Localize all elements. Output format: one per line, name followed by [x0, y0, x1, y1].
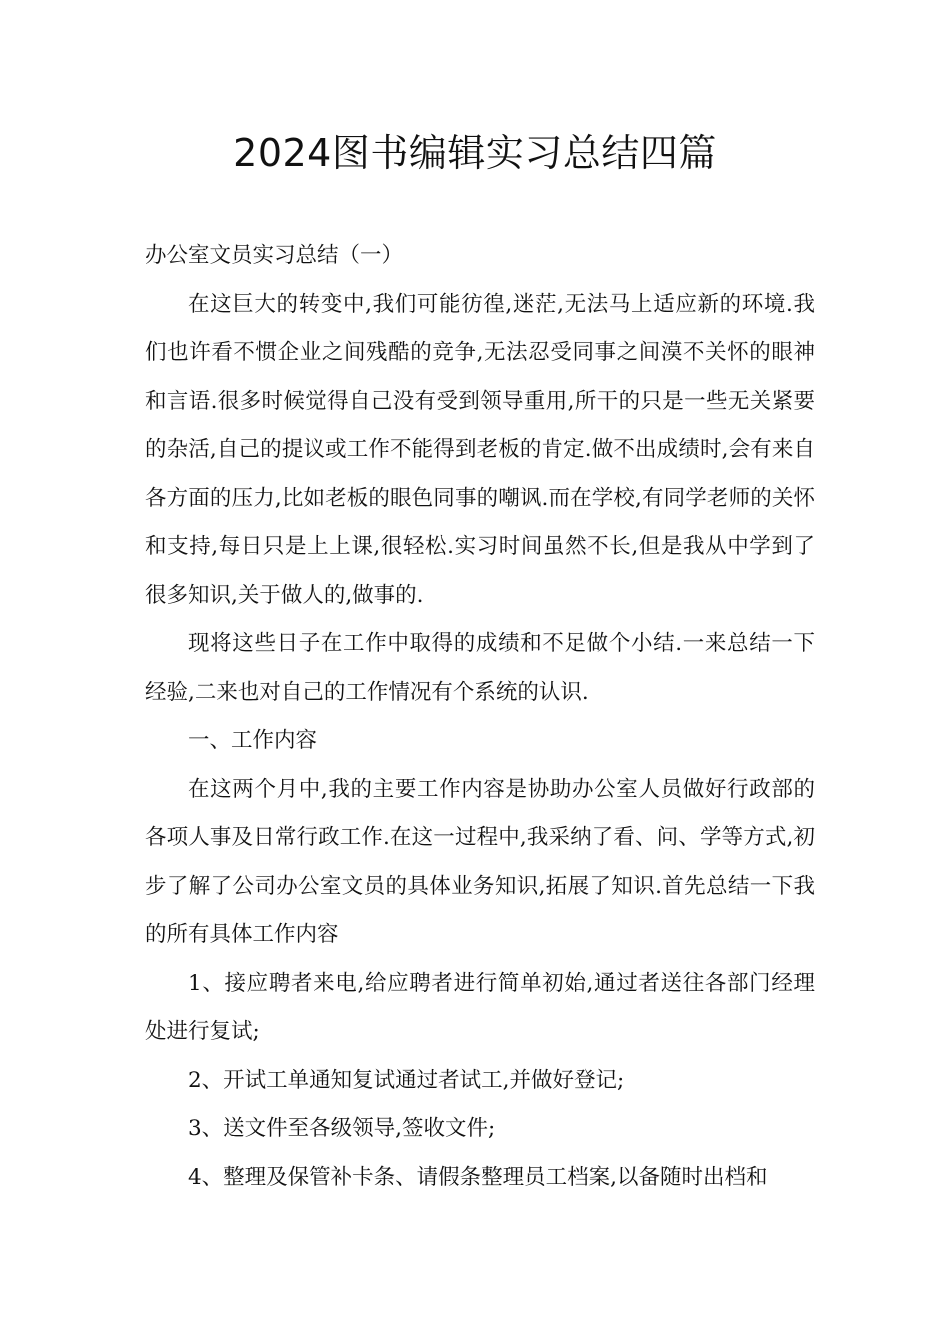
document-body: [145, 232, 815, 1202]
document-title: 2024图书编辑实习总结四篇: [233, 131, 717, 175]
list-item-4: 4、整理及保管补卡条、请假条整理员工档案,以备随时出档和: [188, 1164, 768, 1190]
section-heading: 办公室文员实习总结（一）: [145, 243, 404, 268]
list-item-3: 3、送文件至各级领导,签收文件;: [188, 1116, 496, 1141]
subheading-work-content: 一、工作内容: [188, 728, 318, 753]
paragraph-2: 现将这些日子在工作中取得的成绩和不足做个小结.一来总结一下经验,二来也对自己的工作情况有个系统的认识.: [145, 631, 815, 705]
paragraph-1: 在这巨大的转变中,我们可能彷徨,迷茫,无法马上适应新的环境.我们也许看不惯企业之间残酷的竞争,无法忍受同事之间漠不关怀的眼神和言语.很多时候觉得自己没有受到领导重用,所干的只是一些无关紧要的杂活,自己的提议或工作不能得到老板的肯定.做不出成绩时,会有来自各方面的压力,比如老板的眼色同事的嘲讽.而在学校,有同学老师的关怀和支持,每日只是上上课,很轻松.实习时间虽然不长,但是我从中学到了很多知识,关于做人的,做事的.: [145, 291, 815, 608]
list-item-2: 2、开试工单通知复试通过者试工,并做好登记;: [188, 1067, 625, 1093]
list-item-1: 1、接应聘者来电,给应聘者进行简单初始,通过者送往各部门经理处进行复试;: [145, 970, 815, 1044]
paragraph-4: 在这两个月中,我的主要工作内容是协助办公室人员做好行政部的各项人事及日常行政工作.在这一过程中,我采纳了看、问、学等方式,初步了解了公司办公室文员的具体业务知识,拓展了知识.首先总结一下我的所有具体工作内容: [145, 776, 815, 947]
